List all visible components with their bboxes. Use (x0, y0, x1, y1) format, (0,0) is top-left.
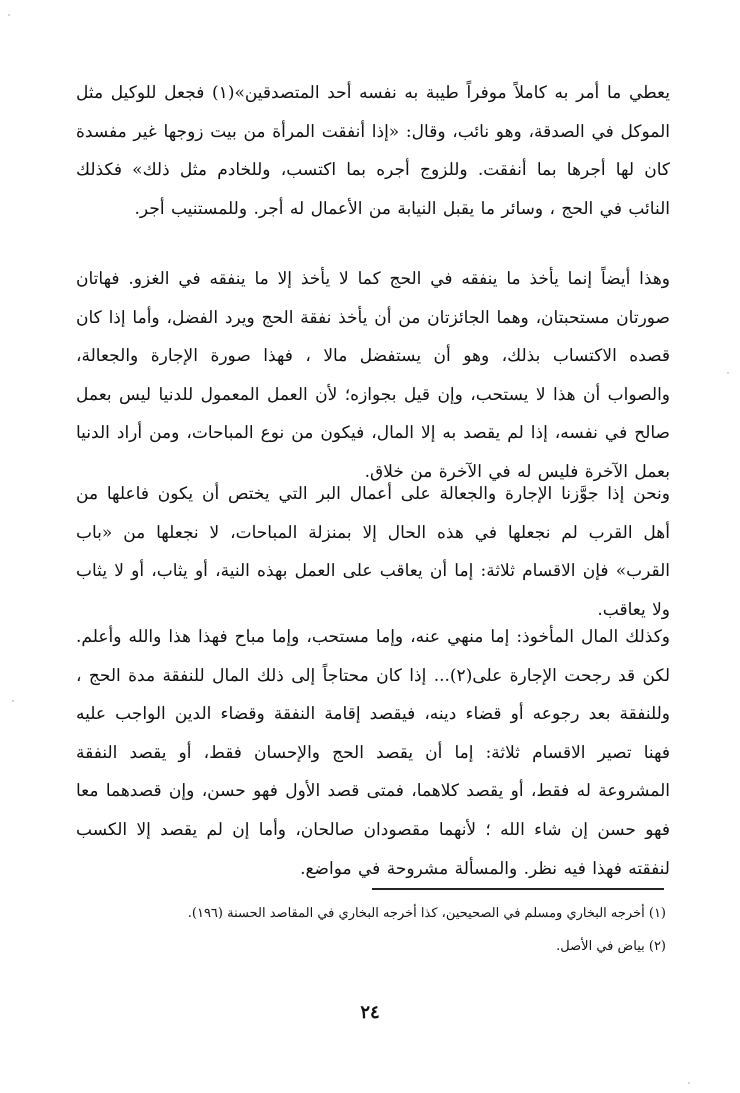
footnote-1: (١) أخرجه البخاري ومسلم في الصحيحين، كذا أخرجه البخاري في المقاصد الحسنة (١٩٦). (187, 906, 666, 921)
footnote-separator (372, 888, 664, 890)
page-number: ٢٤ (360, 1002, 380, 1023)
paragraph-4 (76, 618, 670, 888)
paragraph-2 (76, 260, 670, 492)
scan-speck (727, 372, 729, 374)
paragraph-3 (76, 475, 670, 629)
scan-speck (8, 14, 10, 16)
paragraph-1-text: يعطي ما أمر به كاملاً موفراً طيبة به نفسه أحد المتصدقين»(١) فجعل للوكيل مثل الموكل في الصدقة، وهو نائب، وقال: «إذا أنفقت المرأة من بيت زوجها غير مفسدة كان لها أجرها بما أنفقت. وللزوج أجره بما اكتسب، وللخادم مثل ذلك» فكذلك النائب في الحج ، وسائر ما يقبل النيابة من الأعمال له أجر. وللمستنيب أجر. (76, 83, 670, 219)
scan-speck (688, 1082, 690, 1084)
scan-speck (12, 700, 14, 702)
paragraph-1 (76, 74, 670, 228)
paragraph-2-text: وهذا أيضاً إنما يأخذ ما ينفقه في الحج كما لا يأخذ إلا ما ينفقه في الغزو. فهاتان صورتان مستحبتان، وهما الجائزتان من أن يأخذ نفقة الحج ويرد الفضل، وأما إذا كان قصده الاكتساب بذلك، وهو أن يستفضل مالا ، فهذا صورة الإجارة والجعالة، والصواب أن هذا لا يستحب، وإن قيل بجوازه؛ لأن العمل المعمول للدنيا ليس بعمل صالح في نفسه، إذا لم يقصد به إلا المال، فيكون من نوع المباحات، ومن أراد الدنيا بعمل الآخرة فليس له في الآخرة من خلاق. (76, 269, 670, 482)
paragraph-4-text: وكذلك المال المأخوذ: إما منهي عنه، وإما مستحب، وإما مباح فهذا هذا والله وأعلم. لكن قد رجحت الإجارة على(٢)... إذا كان محتاجاً إلى ذلك المال للنفقة مدة الحج ، وللنفقة بعد رجوعه أو قضاء دينه، فيقصد إقامة النفقة وقضاء الدين الواجب عليه فهنا تصير الاقسام ثلاثة: إما أن يقصد الحج والإحسان فقط، أو يقصد النفقة المشروعة له فقط، أو يقصد كلاهما، فمتى قصد الأول فهو حسن، وإن قصدهما معا فهو حسن إن شاء الله ؛ لأنهما مقصودان صالحان، وأما إن لم يقصد إلا الكسب لنفقته فهذا فيه نظر. والمسألة مشروحة في مواضع. (76, 627, 670, 879)
footnote-2: (٢) بياض في الأصل. (556, 939, 666, 954)
paragraph-3-text: ونحن إذا جوَّزنا الإجارة والجعالة على أعمال البر التي يختص أن يكون فاعلها من أهل القرب لم نجعلها في هذه الحال إلا بمنزلة المباحات، لا نجعلها من «باب القرب» فإن الاقسام ثلاثة: إما أن يعاقب على العمل بهذه النية، أو يثاب، أو لا يثاب ولا يعاقب. (76, 484, 670, 620)
footnotes (100, 897, 666, 963)
